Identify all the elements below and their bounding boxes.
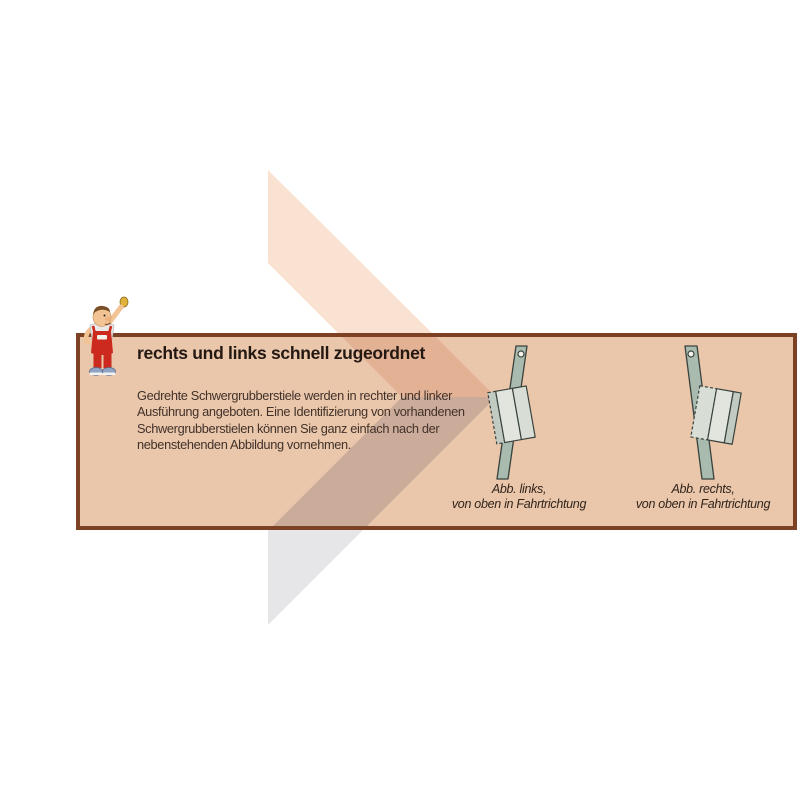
- caption-line: von oben in Fahrtrichtung: [451, 496, 587, 511]
- panel-heading: rechts und links schnell zugeordnet: [137, 343, 426, 363]
- caption-line: Abb. links,: [491, 482, 547, 496]
- mascot-chest-label: [97, 335, 107, 340]
- body-line: Ausführung angeboten. Eine Identifizierung von vorhandenen: [137, 404, 465, 420]
- mascot-shoe-sole: [90, 373, 103, 376]
- mascot-nose: [105, 317, 111, 322]
- mascot-leg: [94, 352, 102, 368]
- shaft-hole-icon: [688, 351, 694, 357]
- mascot-shoe-sole: [103, 373, 116, 376]
- mascot-leg: [104, 352, 112, 368]
- mascot-overall-strap: [93, 326, 95, 332]
- caption-line: von oben in Fahrtrichtung: [635, 496, 771, 511]
- caption-line: Abb. rechts,: [671, 482, 735, 496]
- mascot-hand: [85, 339, 90, 344]
- body-line: nebenstehenden Abbildung vornehmen.: [137, 437, 352, 453]
- body-line: Schwergrubberstielen können Sie ganz einfach nach der: [137, 420, 440, 436]
- mascot-overalls: [91, 331, 113, 355]
- mascot-eye: [104, 315, 106, 317]
- mascot-overall-strap: [110, 326, 112, 332]
- figure-right-caption: [593, 482, 800, 511]
- mascot-hand: [118, 304, 123, 309]
- painter-mascot-icon: [76, 294, 136, 386]
- shank-blade-right: [691, 386, 741, 445]
- body-line: Gedrehte Schwergrubberstiele werden in rechter und linker: [137, 388, 453, 403]
